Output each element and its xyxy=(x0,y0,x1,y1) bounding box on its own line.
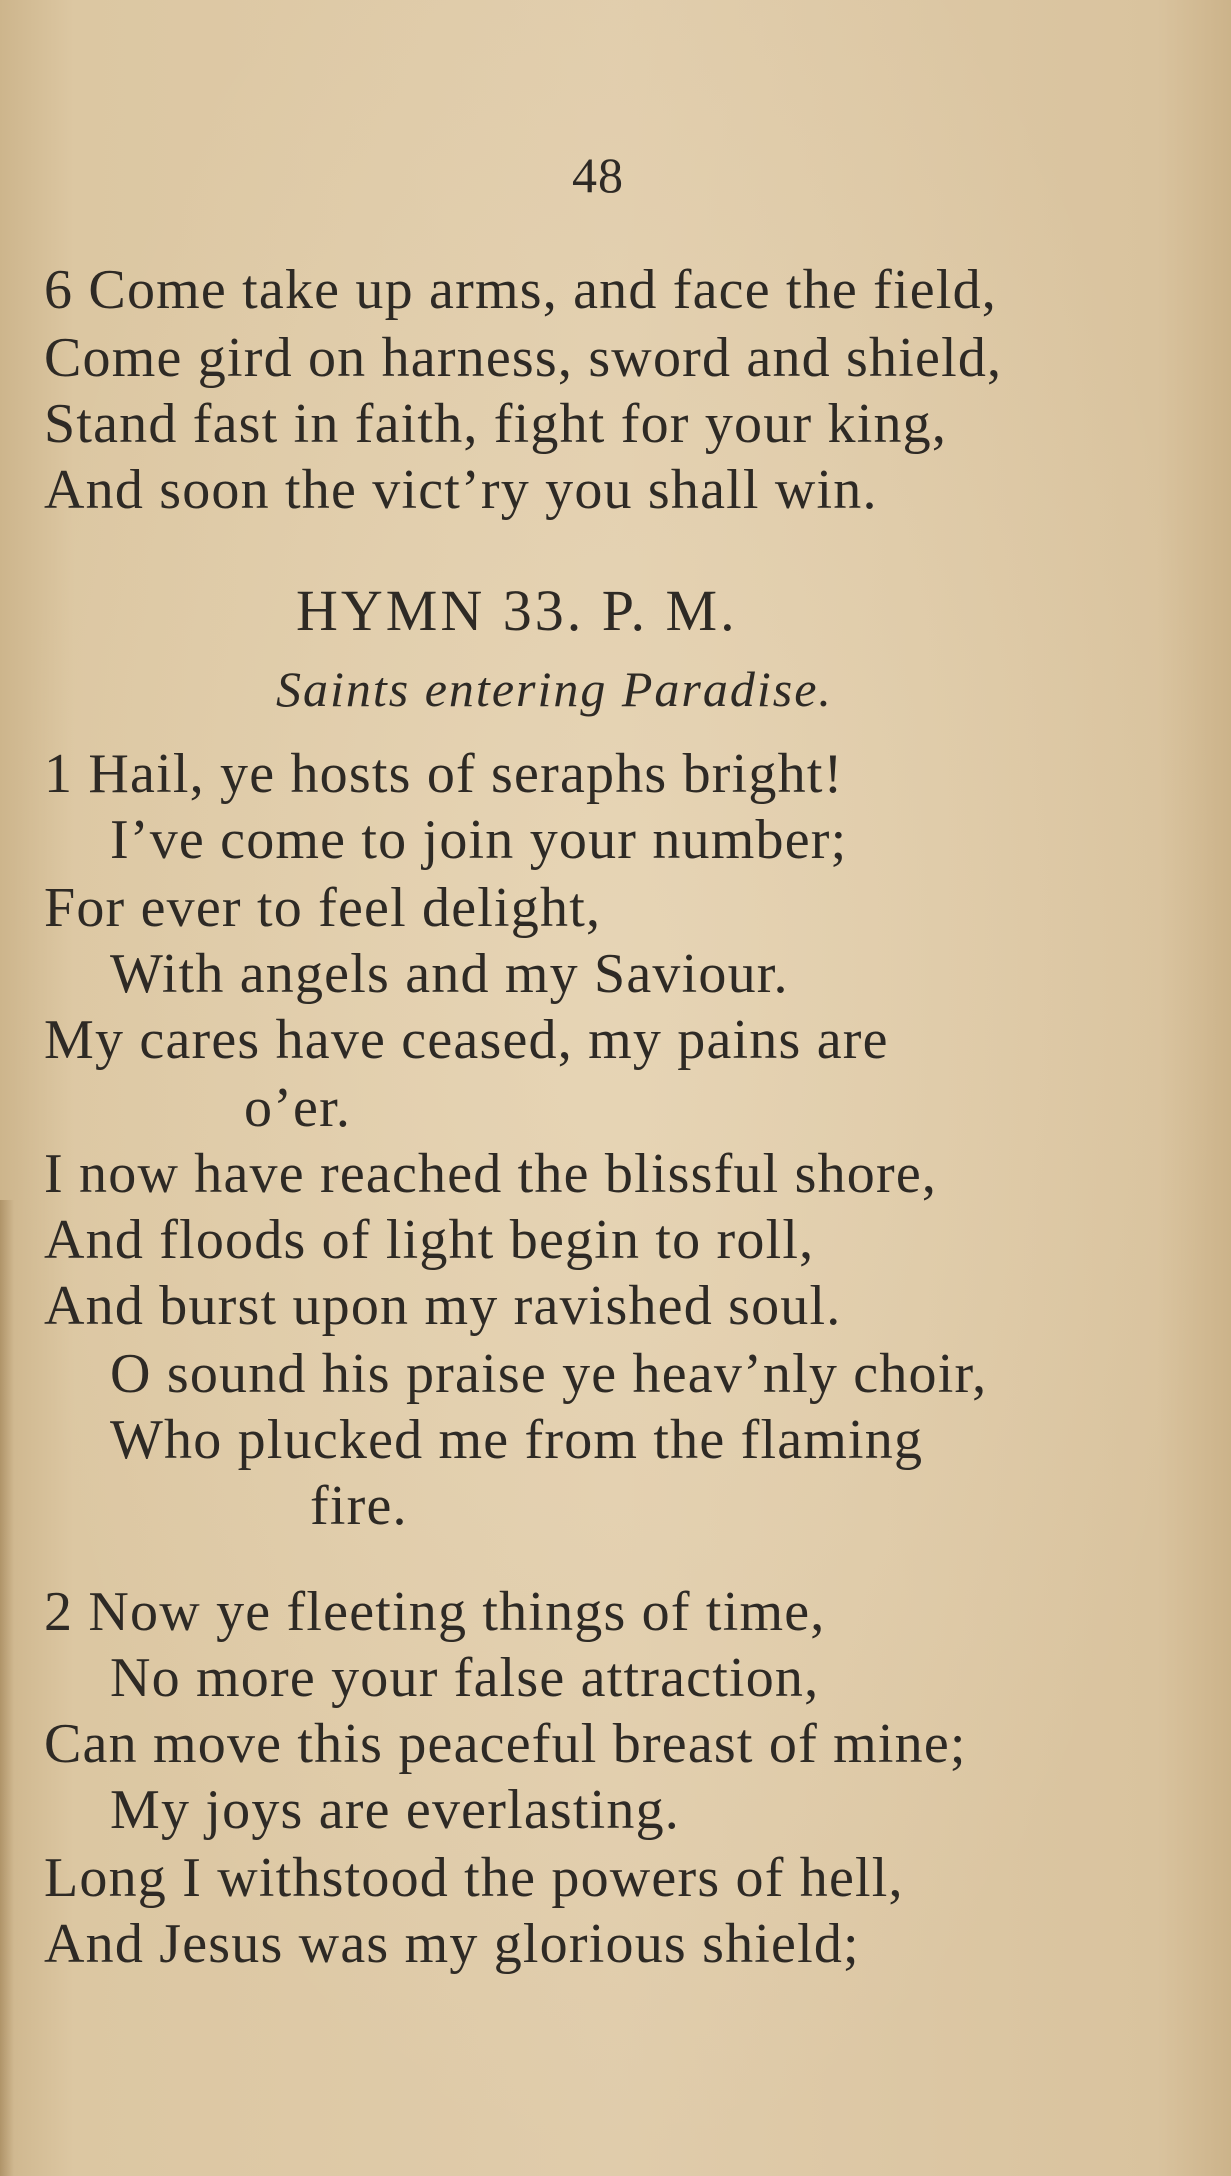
verse-1-line-11: Who plucked me from the flaming xyxy=(110,1409,924,1471)
verse-6-line-4: And soon the vict’ry you shall win. xyxy=(44,459,878,521)
verse-6-line-2: Come gird on harness, sword and shield, xyxy=(44,327,1003,389)
verse-2-line-5: Long I withstood the powers of hell, xyxy=(44,1847,904,1909)
verse-1-line-8: And floods of light begin to roll, xyxy=(44,1209,815,1271)
verse-1-line-10: O sound his praise ye heav’nly choir, xyxy=(110,1343,988,1405)
hymn-title: HYMN 33. P. M. xyxy=(296,578,738,643)
verse-6-line-3: Stand fast in faith, fight for your king, xyxy=(44,393,948,455)
verse-1-line-5: My cares have ceased, my pains are xyxy=(44,1009,889,1071)
verse-2-line-6: And Jesus was my glorious shield; xyxy=(44,1913,860,1975)
verse-1-line-6: o’er. xyxy=(244,1077,352,1139)
page-edge-shadow xyxy=(0,1200,14,2176)
verse-1-line-12: fire. xyxy=(310,1475,408,1537)
verse-1-line-3: For ever to feel delight, xyxy=(44,877,602,939)
verse-2-line-4: My joys are everlasting. xyxy=(110,1779,680,1841)
verse-1-line-7: I now have reached the blissful shore, xyxy=(44,1143,938,1205)
verse-1-line-2: I’ve come to join your number; xyxy=(110,809,848,871)
verse-1-line-4: With angels and my Saviour. xyxy=(110,943,789,1005)
verse-6-line-1: 6 Come take up arms, and face the field, xyxy=(44,259,997,321)
verse-1-line-1: 1 Hail, ye hosts of seraphs bright! xyxy=(44,743,844,805)
verse-2-line-1: 2 Now ye fleeting things of time, xyxy=(44,1581,826,1643)
hymn-subtitle: Saints entering Paradise. xyxy=(276,661,833,717)
verse-2-line-2: No more your false attraction, xyxy=(110,1647,820,1709)
verse-2-line-3: Can move this peaceful breast of mine; xyxy=(44,1713,967,1775)
verse-1-line-9: And burst upon my ravished soul. xyxy=(44,1275,842,1337)
page-number: 48 xyxy=(572,147,624,203)
